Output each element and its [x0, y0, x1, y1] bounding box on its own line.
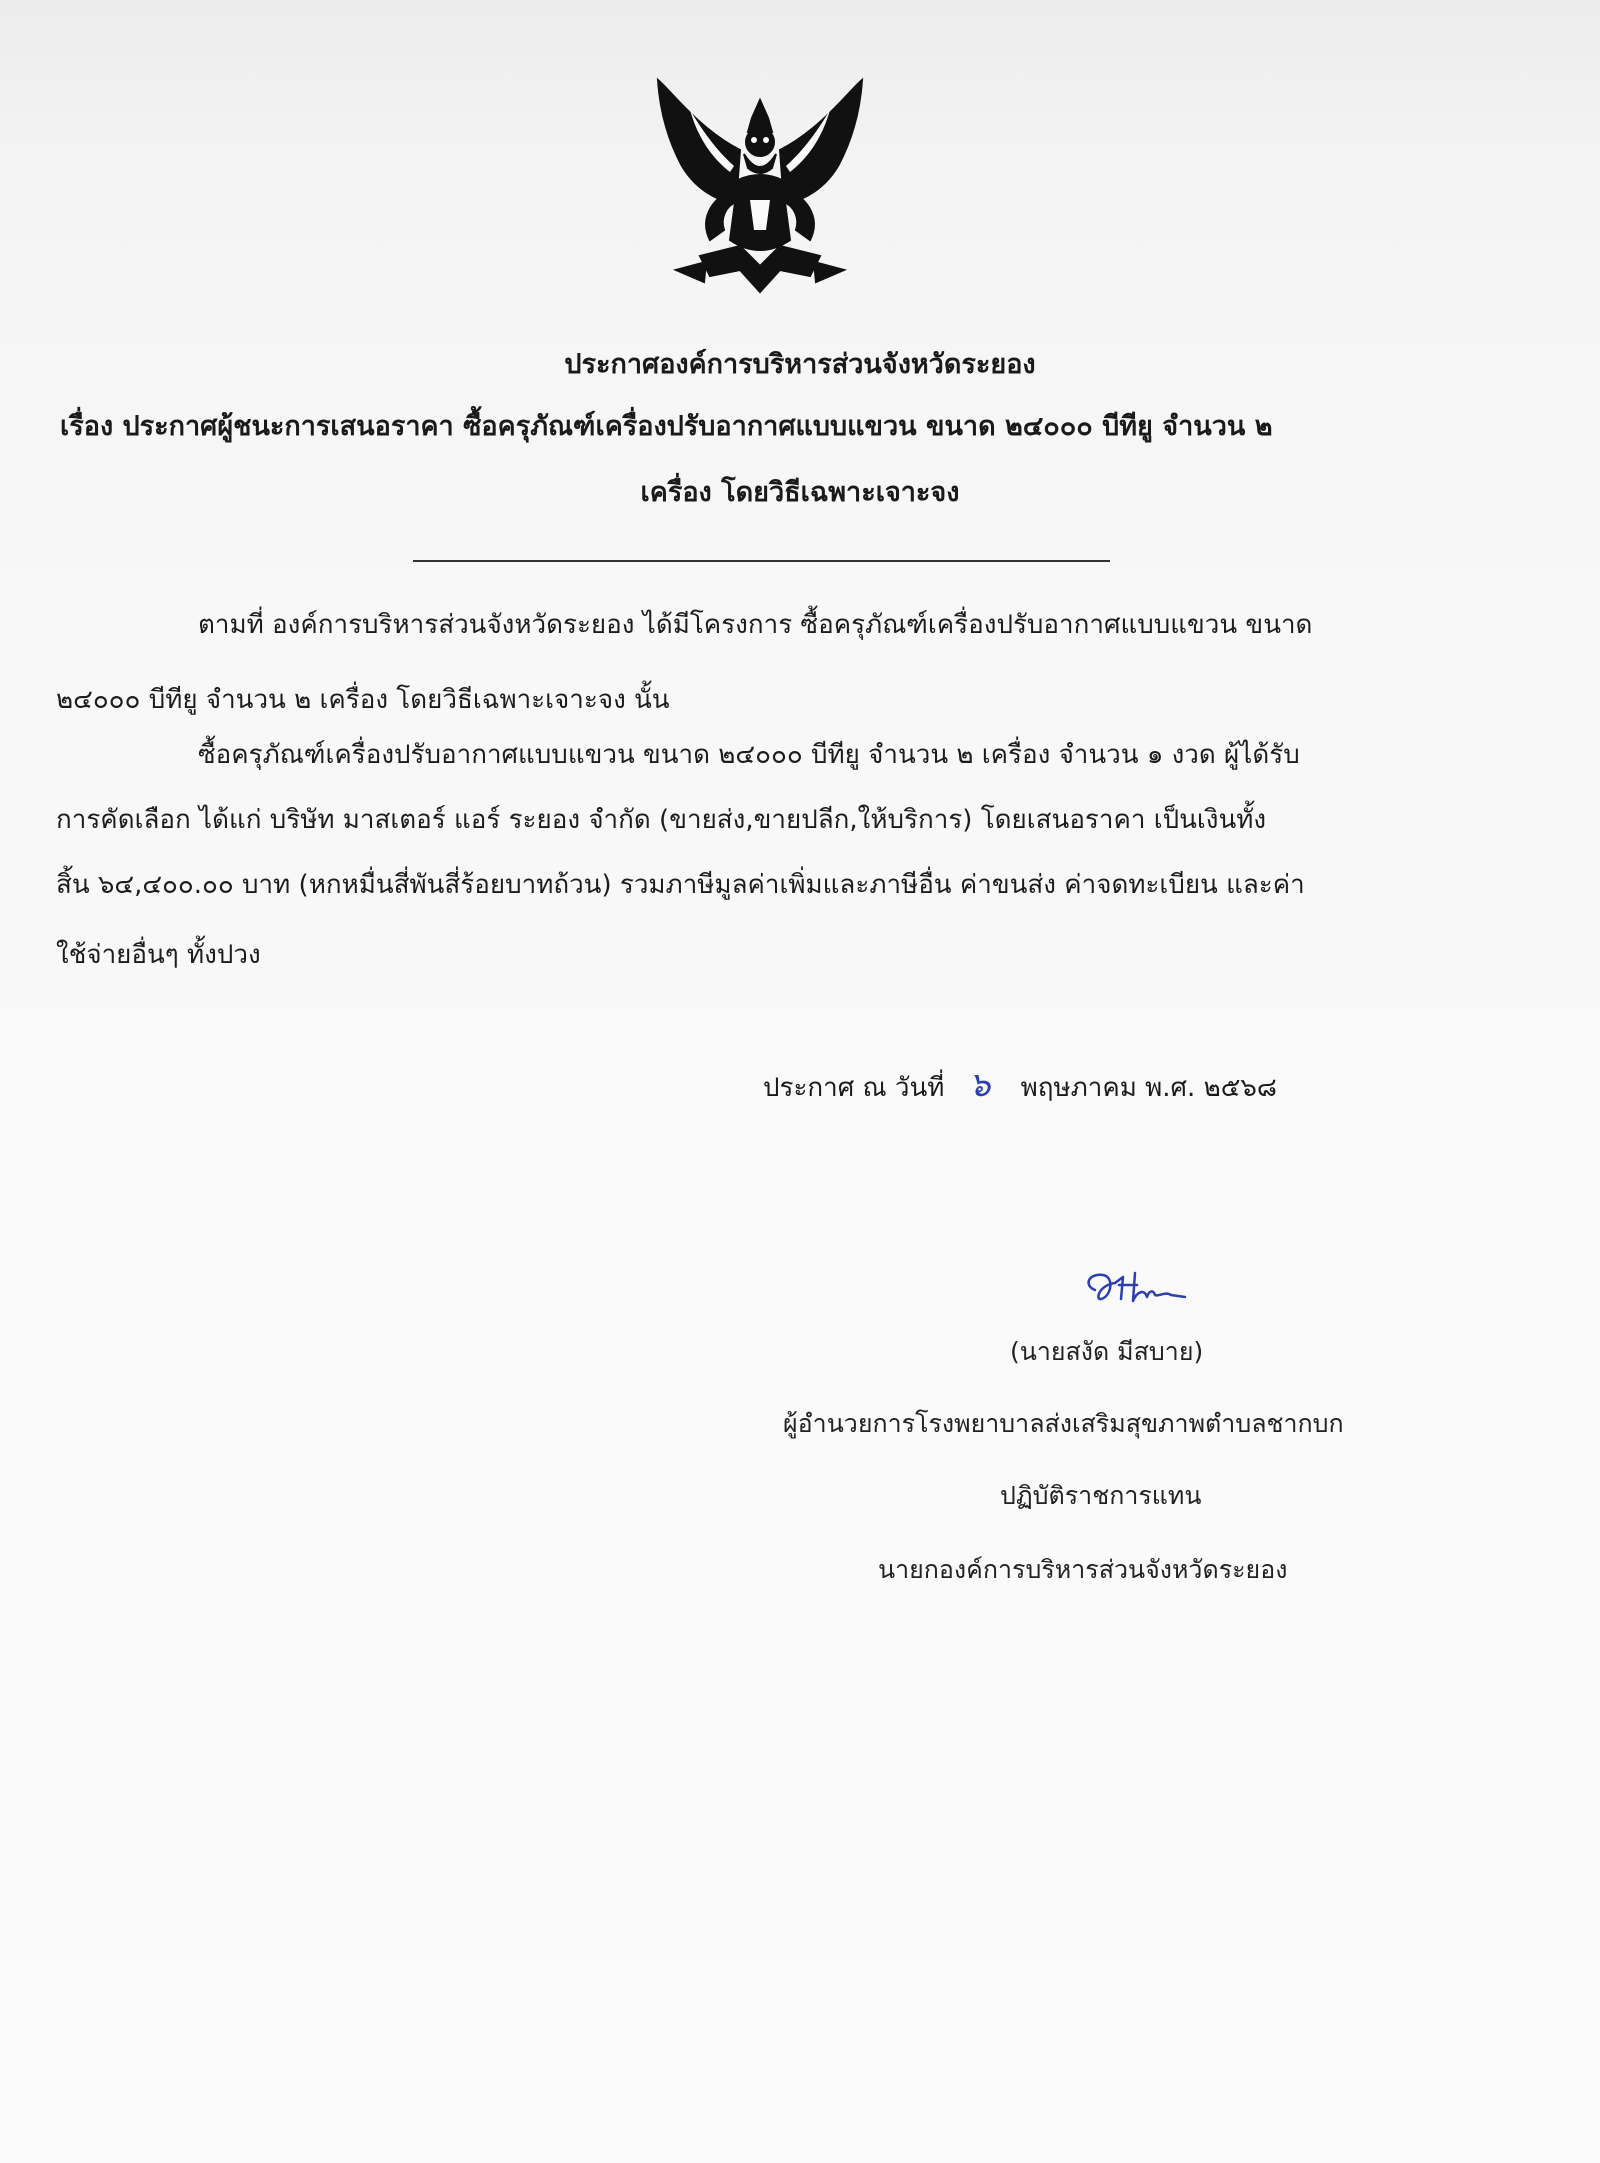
paragraph-2-line-3: สิ้น ๖๔,๔๐๐.๐๐ บาท (หกหมื่นสี่พันสี่ร้อยบาทถ้วน) รวมภาษีมูลค่าเพิ่มและภาษีอื่น ค่าขนส่ง ค่าจดทะเบียน และค่า — [56, 870, 1305, 900]
date-day-handwritten: ๖ — [968, 1065, 991, 1105]
signer-position: ผู้อำนวยการโรงพยาบาลส่งเสริมสุขภาพตำบลชากบก — [783, 1409, 1344, 1438]
subject-line-1: เรื่อง ประกาศผู้ชนะการเสนอราคา ซื้อครุภัณฑ์เครื่องปรับอากาศแบบแขวน ขนาด ๒๔๐๐๐ บีทียู จำนวน ๒ — [60, 411, 1273, 442]
document-title: ประกาศองค์การบริหารส่วนจังหวัดระยอง — [564, 349, 1036, 380]
paragraph-2-line-2: การคัดเลือก ได้แก่ บริษัท มาสเตอร์ แอร์ ระยอง จำกัด (ขายส่ง,ขายปลีก,ให้บริการ) โดยเสนอราคา เป็นเงินทั้ง — [56, 805, 1267, 835]
paragraph-1-line-2: ๒๔๐๐๐ บีทียู จำนวน ๒ เครื่อง โดยวิธีเฉพาะเจาะจง นั้น — [56, 685, 670, 715]
date-month-year: พฤษภาคม พ.ศ. ๒๕๖๘ — [1020, 1073, 1277, 1103]
announcement-date — [763, 1063, 1277, 1110]
acting-on-behalf: ปฏิบัติราชการแทน — [1000, 1481, 1202, 1510]
garuda-emblem-icon — [640, 70, 880, 320]
date-prefix: ประกาศ ณ วันที่ — [763, 1073, 945, 1103]
paragraph-2-line-4: ใช้จ่ายอื่นๆ ทั้งปวง — [56, 940, 261, 970]
authority-title: นายกองค์การบริหารส่วนจังหวัดระยอง — [878, 1555, 1288, 1584]
paragraph-1-line-1: ตามที่ องค์การบริหารส่วนจังหวัดระยอง ได้มีโครงการ ซื้อครุภัณฑ์เครื่องปรับอากาศแบบแขวน ขนาด — [198, 610, 1313, 640]
paragraph-2-line-1: ซื้อครุภัณฑ์เครื่องปรับอากาศแบบแขวน ขนาด ๒๔๐๐๐ บีทียู จำนวน ๒ เครื่อง จำนวน ๑ งวด ผู้ได้รับ — [198, 740, 1300, 770]
title-divider — [413, 560, 1110, 562]
signer-name: (นายสงัด มีสบาย) — [1010, 1337, 1204, 1366]
handwritten-signature — [1075, 1255, 1205, 1315]
subject-line-2: เครื่อง โดยวิธีเฉพาะเจาะจง — [640, 477, 960, 508]
